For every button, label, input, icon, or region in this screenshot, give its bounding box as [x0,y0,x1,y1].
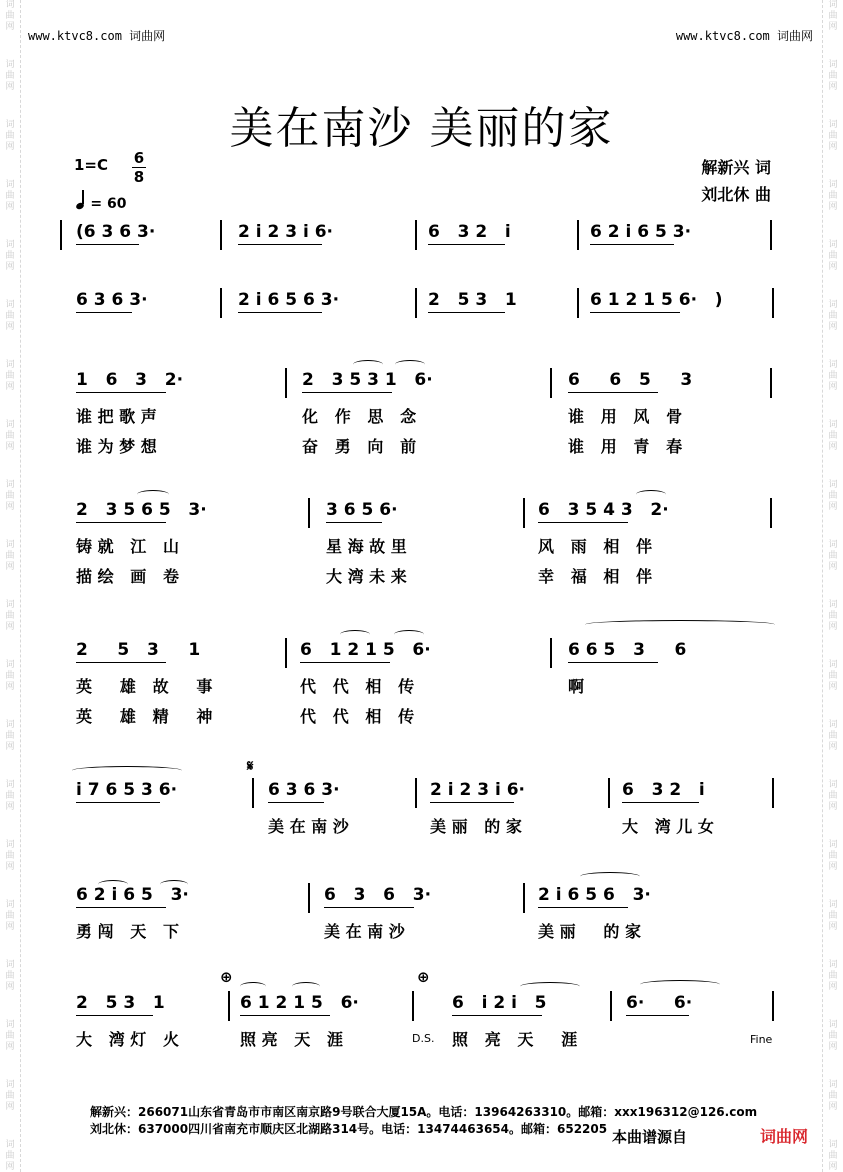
watermark-text: 词 曲 网 [5,240,15,272]
beam-underline [428,244,505,245]
slur-arc [137,490,169,499]
beam-underline [626,1015,689,1016]
measure-notes: 6 1 2 1 5 6· ) [590,290,723,310]
lyric-line-2: 奋 勇 向 前 [302,437,417,456]
source-text: 本曲谱源自 [612,1128,688,1146]
tempo-value: = 60 [90,196,127,212]
bar-line [577,220,579,250]
measure-notes: 6 3 2 i [622,780,705,800]
measure-notes: 6 2 i 6 5 3· [76,885,189,905]
lyric-line-1: 照 亮 天 涯 [240,1030,343,1049]
lyric-line-1: 美 丽 的 家 [538,922,641,941]
header-url-left[interactable]: www.ktvc8.com 词曲网 [28,29,166,43]
watermark-text: 词 曲 网 [828,120,838,152]
measure-notes: 2 i 2 3 i 6· [430,780,526,800]
beam-underline [76,1015,153,1016]
bar-line [523,498,525,528]
watermark-text: 词 曲 网 [5,840,15,872]
lyric-line-1: 星 海 故 里 [326,537,407,556]
watermark-text: 词 曲 网 [5,900,15,932]
footer-address-lyricist: 解新兴：266071山东省青岛市市南区南京路9号联合大厦15A。电话：13964263310。邮箱：xxx196312@126.com [90,1105,758,1119]
slur-arc [580,872,640,881]
watermark-text: 词 曲 网 [828,0,838,32]
bar-line [608,778,610,808]
lyric-line-1: 代 代 相 传 [300,677,415,696]
watermark-text: 词 曲 网 [828,720,838,752]
measure-notes: 2 5 3 1 [76,640,201,660]
watermark-text: 词 曲 网 [828,900,838,932]
bar-line [308,498,310,528]
watermark-text: 词 曲 网 [5,600,15,632]
measure-notes: 6 3 6 3· [76,290,148,310]
score-system [60,640,780,726]
beam-underline [326,522,382,523]
footer-address-composer: 刘北休：637000四川省南充市顺庆区北湖路314号。电话：13474463654。邮箱：652205 [90,1122,608,1136]
watermark-text: 词 曲 网 [5,180,15,212]
beam-underline [324,907,414,908]
key-signature: 1=C [74,156,109,174]
slur-arc [395,360,425,369]
beam-underline [430,802,514,803]
measure-notes: i 7 6 5 3 6· [76,780,178,800]
watermark-text: 词 曲 网 [5,1140,15,1172]
lyric-line-1: 美 在 南 沙 [324,922,405,941]
measure-notes: 6 i 2 i 5 [452,993,547,1013]
measure-notes: (6 3 6 3· [76,222,156,242]
lyric-line-1: 勇 闯 天 下 [76,922,179,941]
bar-line [770,498,772,528]
bar-line [577,288,579,318]
measure-notes: 3 6 5 6· [326,500,398,520]
ds-marking: D.S. [412,1032,435,1045]
watermark-text: 词 曲 网 [5,60,15,92]
bar-line [228,991,230,1021]
beam-underline [568,392,658,393]
measure-notes: 6 3 2 i [428,222,511,242]
watermark-text: 词 曲 网 [828,840,838,872]
bar-line [220,288,222,318]
score-system [60,222,780,282]
beam-underline [622,802,699,803]
beam-underline [76,312,132,313]
lyric-line-1: 谁 用 风 骨 [568,407,683,426]
bar-line [415,220,417,250]
watermark-text: 词 曲 网 [828,1080,838,1112]
watermark-text: 词 曲 网 [828,960,838,992]
composer-credit: 刘北休 曲 [701,185,771,204]
bar-line [770,220,772,250]
measure-notes: 2 5 3 1 [428,290,517,310]
lyric-line-1: 英 雄 故 事 [76,677,213,696]
slur-arc [98,880,128,889]
measure-notes: 6 1 2 1 5 6· [240,993,359,1013]
watermark-text: 词 曲 网 [828,420,838,452]
bar-line [772,288,774,318]
watermark-text: 词 曲 网 [5,300,15,332]
lyric-line-1: 大 湾 灯 火 [76,1030,179,1049]
beam-underline [268,802,324,803]
beam-underline [538,522,628,523]
watermark-text: 词 曲 网 [828,180,838,212]
measure-notes: 6 6 5 3 [568,370,693,390]
bar-line [252,778,254,808]
bar-line [772,778,774,808]
watermark-text: 词 曲 网 [5,1020,15,1052]
slur-arc [640,980,720,989]
beam-underline [590,244,674,245]
score-system [60,885,780,945]
credits [701,154,771,208]
watermark-text: 词 曲 网 [828,60,838,92]
beam-underline [452,1015,542,1016]
header-url-right[interactable]: www.ktvc8.com 词曲网 [675,29,813,43]
bar-line [550,368,552,398]
lyric-line-2: 谁 用 青 春 [568,437,683,456]
slur-arc [353,360,383,369]
watermark-text: 词 曲 网 [828,240,838,272]
watermark-text: 词 曲 网 [5,120,15,152]
lyric-line-1: 美 在 南 沙 [268,817,349,836]
bar-line [610,991,612,1021]
right-watermark-strip [822,0,843,1172]
measure-notes: 6 1 2 1 5 6· [300,640,431,660]
tempo-marking [76,194,126,212]
measure-notes: 6 6 5 3 6 [568,640,687,660]
measure-notes: 2 i 6 5 6 3· [238,290,340,310]
watermark-text: 词 曲 网 [5,0,15,32]
beam-underline [76,802,160,803]
slur-arc [340,630,370,639]
beam-underline [76,522,166,523]
lyric-line-2: 大 湾 未 来 [326,567,407,586]
bar-line [412,991,414,1021]
measure-notes: 6 3 6 3· [268,780,340,800]
watermark-text: 词 曲 网 [5,720,15,752]
beam-underline [302,392,392,393]
watermark-text: 词 曲 网 [5,1080,15,1112]
slur-arc [636,490,666,499]
bar-line [770,368,772,398]
measure-notes: 2 i 2 3 i 6· [238,222,334,242]
measure-notes: 2 5 3 1 [76,993,165,1013]
watermark-text: 词 曲 网 [5,960,15,992]
lyric-line-1: 照 亮 天 涯 [452,1030,578,1049]
lyric-line-1: 风 雨 相 伴 [538,537,653,556]
beam-underline [568,662,658,663]
watermark-text: 词 曲 网 [828,360,838,392]
time-bottom: 8 [133,168,145,186]
watermark-text: 词 曲 网 [828,480,838,512]
lyric-line-1: 化 作 思 念 [302,407,417,426]
lyric-line-2: 描 绘 画 卷 [76,567,179,586]
watermark-text: 词 曲 网 [828,780,838,812]
slur-arc [72,766,182,775]
coda-sign-1: ⊕ [220,968,233,986]
beam-underline [538,907,628,908]
slur-arc [160,880,188,889]
measure-notes: 1 6 3 2· [76,370,184,390]
bar-line [550,638,552,668]
bar-line [523,883,525,913]
slur-arc [240,982,266,991]
bar-line [415,288,417,318]
bar-line [220,220,222,250]
song-title: 美在南沙 美丽的家 [229,103,614,154]
beam-underline [76,392,166,393]
score-system [60,370,780,456]
beam-underline [238,244,322,245]
lyric-line-1: 大 湾 儿 女 [622,817,714,836]
time-top: 6 [133,149,145,167]
lyric-line-2: 幸 福 相 伴 [538,567,653,586]
lyric-line-1: 铸 就 江 山 [76,537,179,556]
beam-underline [76,907,166,908]
lyric-line-2: 谁 为 梦 想 [76,437,157,456]
segno-sign: 𝄋 [247,757,254,775]
measure-notes: 6· 6· [626,993,693,1013]
watermark-text: 词 曲 网 [828,660,838,692]
slur-arc [394,630,424,639]
beam-underline [428,312,505,313]
lyric-line-2: 英 雄 精 神 [76,707,213,726]
watermark-text: 词 曲 网 [5,420,15,452]
watermark-text: 词 曲 网 [5,360,15,392]
watermark-text: 词 曲 网 [5,540,15,572]
slur-arc [292,982,320,991]
time-signature [132,150,146,185]
beam-underline [590,312,680,313]
bar-line [60,220,62,250]
bar-line [285,368,287,398]
measure-notes: 2 i 6 5 6 3· [538,885,651,905]
bar-line [285,638,287,668]
slur-arc [520,982,580,991]
score-system [60,290,780,350]
lyric-line-1: Fine [750,1033,773,1046]
measure-notes: 2 3 5 3 1 6· [302,370,433,390]
watermark-text: 词 曲 网 [5,660,15,692]
measure-notes: 6 2 i 6 5 3· [590,222,692,242]
watermark-text: 词 曲 网 [828,1140,838,1172]
measure-notes: 2 3 5 6 5 3· [76,500,207,520]
score-system [60,500,780,586]
beam-underline [76,662,166,663]
bar-line [772,991,774,1021]
beam-underline [300,662,390,663]
score-system [60,780,780,840]
beam-underline [76,244,139,245]
watermark-text: 词 曲 网 [828,1020,838,1052]
lyric-line-1: 谁 把 歌 声 [76,407,157,426]
beam-underline [240,1015,330,1016]
site-logo[interactable]: 词曲网 [760,1127,809,1146]
watermark-text: 词 曲 网 [828,540,838,572]
slur-arc [585,620,775,629]
measure-notes: 6 3 5 4 3 2· [538,500,669,520]
watermark-text: 词 曲 网 [5,480,15,512]
measure-notes: 6 3 6 3· [324,885,432,905]
lyric-line-1: 啊 [568,677,585,696]
watermark-text: 词 曲 网 [828,600,838,632]
watermark-text: 词 曲 网 [828,300,838,332]
lyricist-credit: 解新兴 词 [701,158,771,177]
bar-line [308,883,310,913]
bar-line [415,778,417,808]
beam-underline [238,312,322,313]
coda-sign-2: ⊕ [417,968,430,986]
watermark-text: 词 曲 网 [5,780,15,812]
lyric-line-2: 代 代 相 传 [300,707,415,726]
lyric-line-1: 美 丽 的 家 [430,817,522,836]
left-watermark-strip [0,0,21,1172]
